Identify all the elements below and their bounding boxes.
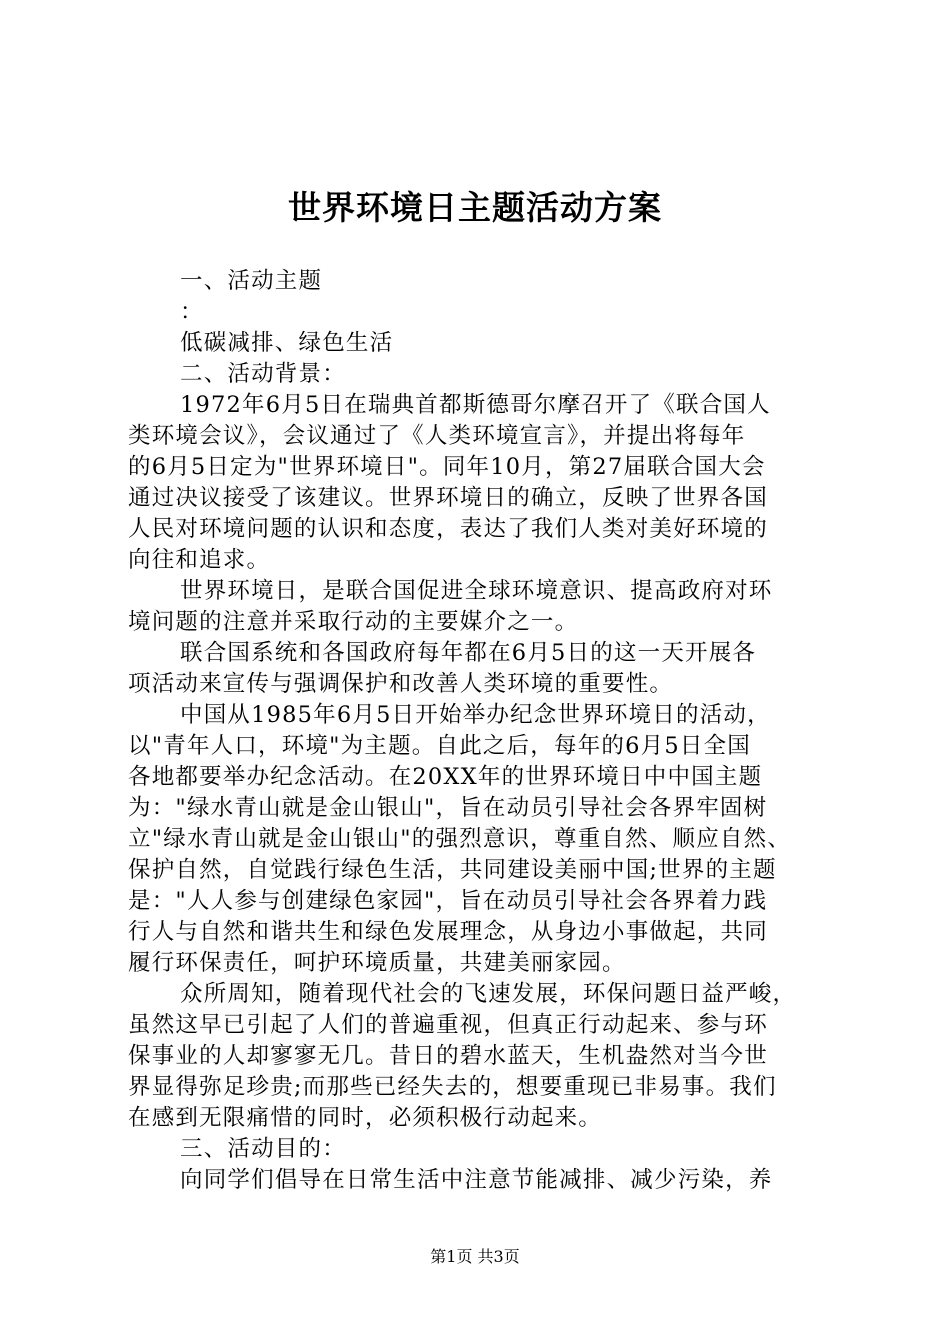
text-line: 保护自然，自觉践行绿色生活，共同建设美丽中国;世界的主题 [128, 857, 777, 883]
document-body [128, 266, 834, 1196]
text-line: 以"青年人口，环境"为主题。自此之后，每年的6月5日全国 [128, 733, 751, 759]
text-line: 众所周知，随着现代社会的飞速发展，环保问题日益严峻， [180, 981, 797, 1007]
text-line: 的6月5日定为"世界环境日"。同年10月，第27届联合国大会 [128, 454, 766, 480]
text-line: 立"绿水青山就是金山银山"的强烈意识，尊重自然、顺应自然、 [128, 826, 791, 852]
text-line: 二、活动背景： [180, 361, 346, 387]
page-footer: 第1页 共3页 [430, 1247, 520, 1266]
text-line: 各地都要举办纪念活动。在20XX年的世界环境日中中国主题 [128, 764, 763, 790]
text-line: 是："人人参与创建绿色家园"，旨在动员引导社会各界着力践 [128, 888, 768, 914]
text-line: 1972年6月5日在瑞典首都斯德哥尔摩召开了《联合国人 [180, 392, 771, 418]
text-line: 向往和追求。 [128, 547, 271, 573]
text-line: 行人与自然和谐共生和绿色发展理念，从身边小事做起，共同 [128, 919, 768, 945]
document-title: 世界环境日主题活动方案 [288, 188, 662, 227]
text-line: 联合国系统和各国政府每年都在6月5日的这一天开展各 [180, 640, 757, 666]
text-line: 界显得弥足珍贵;而那些已经失去的，想要重现已非易事。我们 [128, 1074, 777, 1100]
text-line: 在感到无限痛惜的同时，必须积极行动起来。 [128, 1105, 603, 1131]
text-line: 低碳减排、绿色生活 [180, 330, 394, 356]
text-line: 类环境会议》，会议通过了《人类环境宣言》，并提出将每年 [128, 423, 746, 449]
text-line: 向同学们倡导在日常生活中注意节能减排、减少污染，养 [180, 1167, 773, 1193]
text-line: 通过决议接受了该建议。世界环境日的确立，反映了世界各国 [128, 485, 768, 511]
text-line: 境问题的注意并采取行动的主要媒介之一。 [128, 609, 579, 635]
text-line: 三、活动目的： [180, 1136, 346, 1162]
text-line: 履行环保责任，呵护环境质量，共建美丽家园。 [128, 950, 626, 976]
text-line: 虽然这早已引起了人们的普遍重视，但真正行动起来、参与环 [128, 1012, 768, 1038]
text-line: 人民对环境问题的认识和态度，表达了我们人类对美好环境的 [128, 516, 768, 542]
text-line: 世界环境日，是联合国促进全球环境意识、提高政府对环 [180, 578, 773, 604]
text-line: 一、活动主题 [180, 268, 323, 294]
text-line: 保事业的人却寥寥无几。昔日的碧水蓝天，生机盎然对当今世 [128, 1043, 768, 1069]
text-line: 为："绿水青山就是金山银山"，旨在动员引导社会各界牢固树 [128, 795, 768, 821]
text-line: 项活动来宣传与强调保护和改善人类环境的重要性。 [128, 671, 674, 697]
text-line: ： [180, 299, 204, 325]
text-line: 中国从1985年6月5日开始举办纪念世界环境日的活动， [180, 702, 771, 728]
